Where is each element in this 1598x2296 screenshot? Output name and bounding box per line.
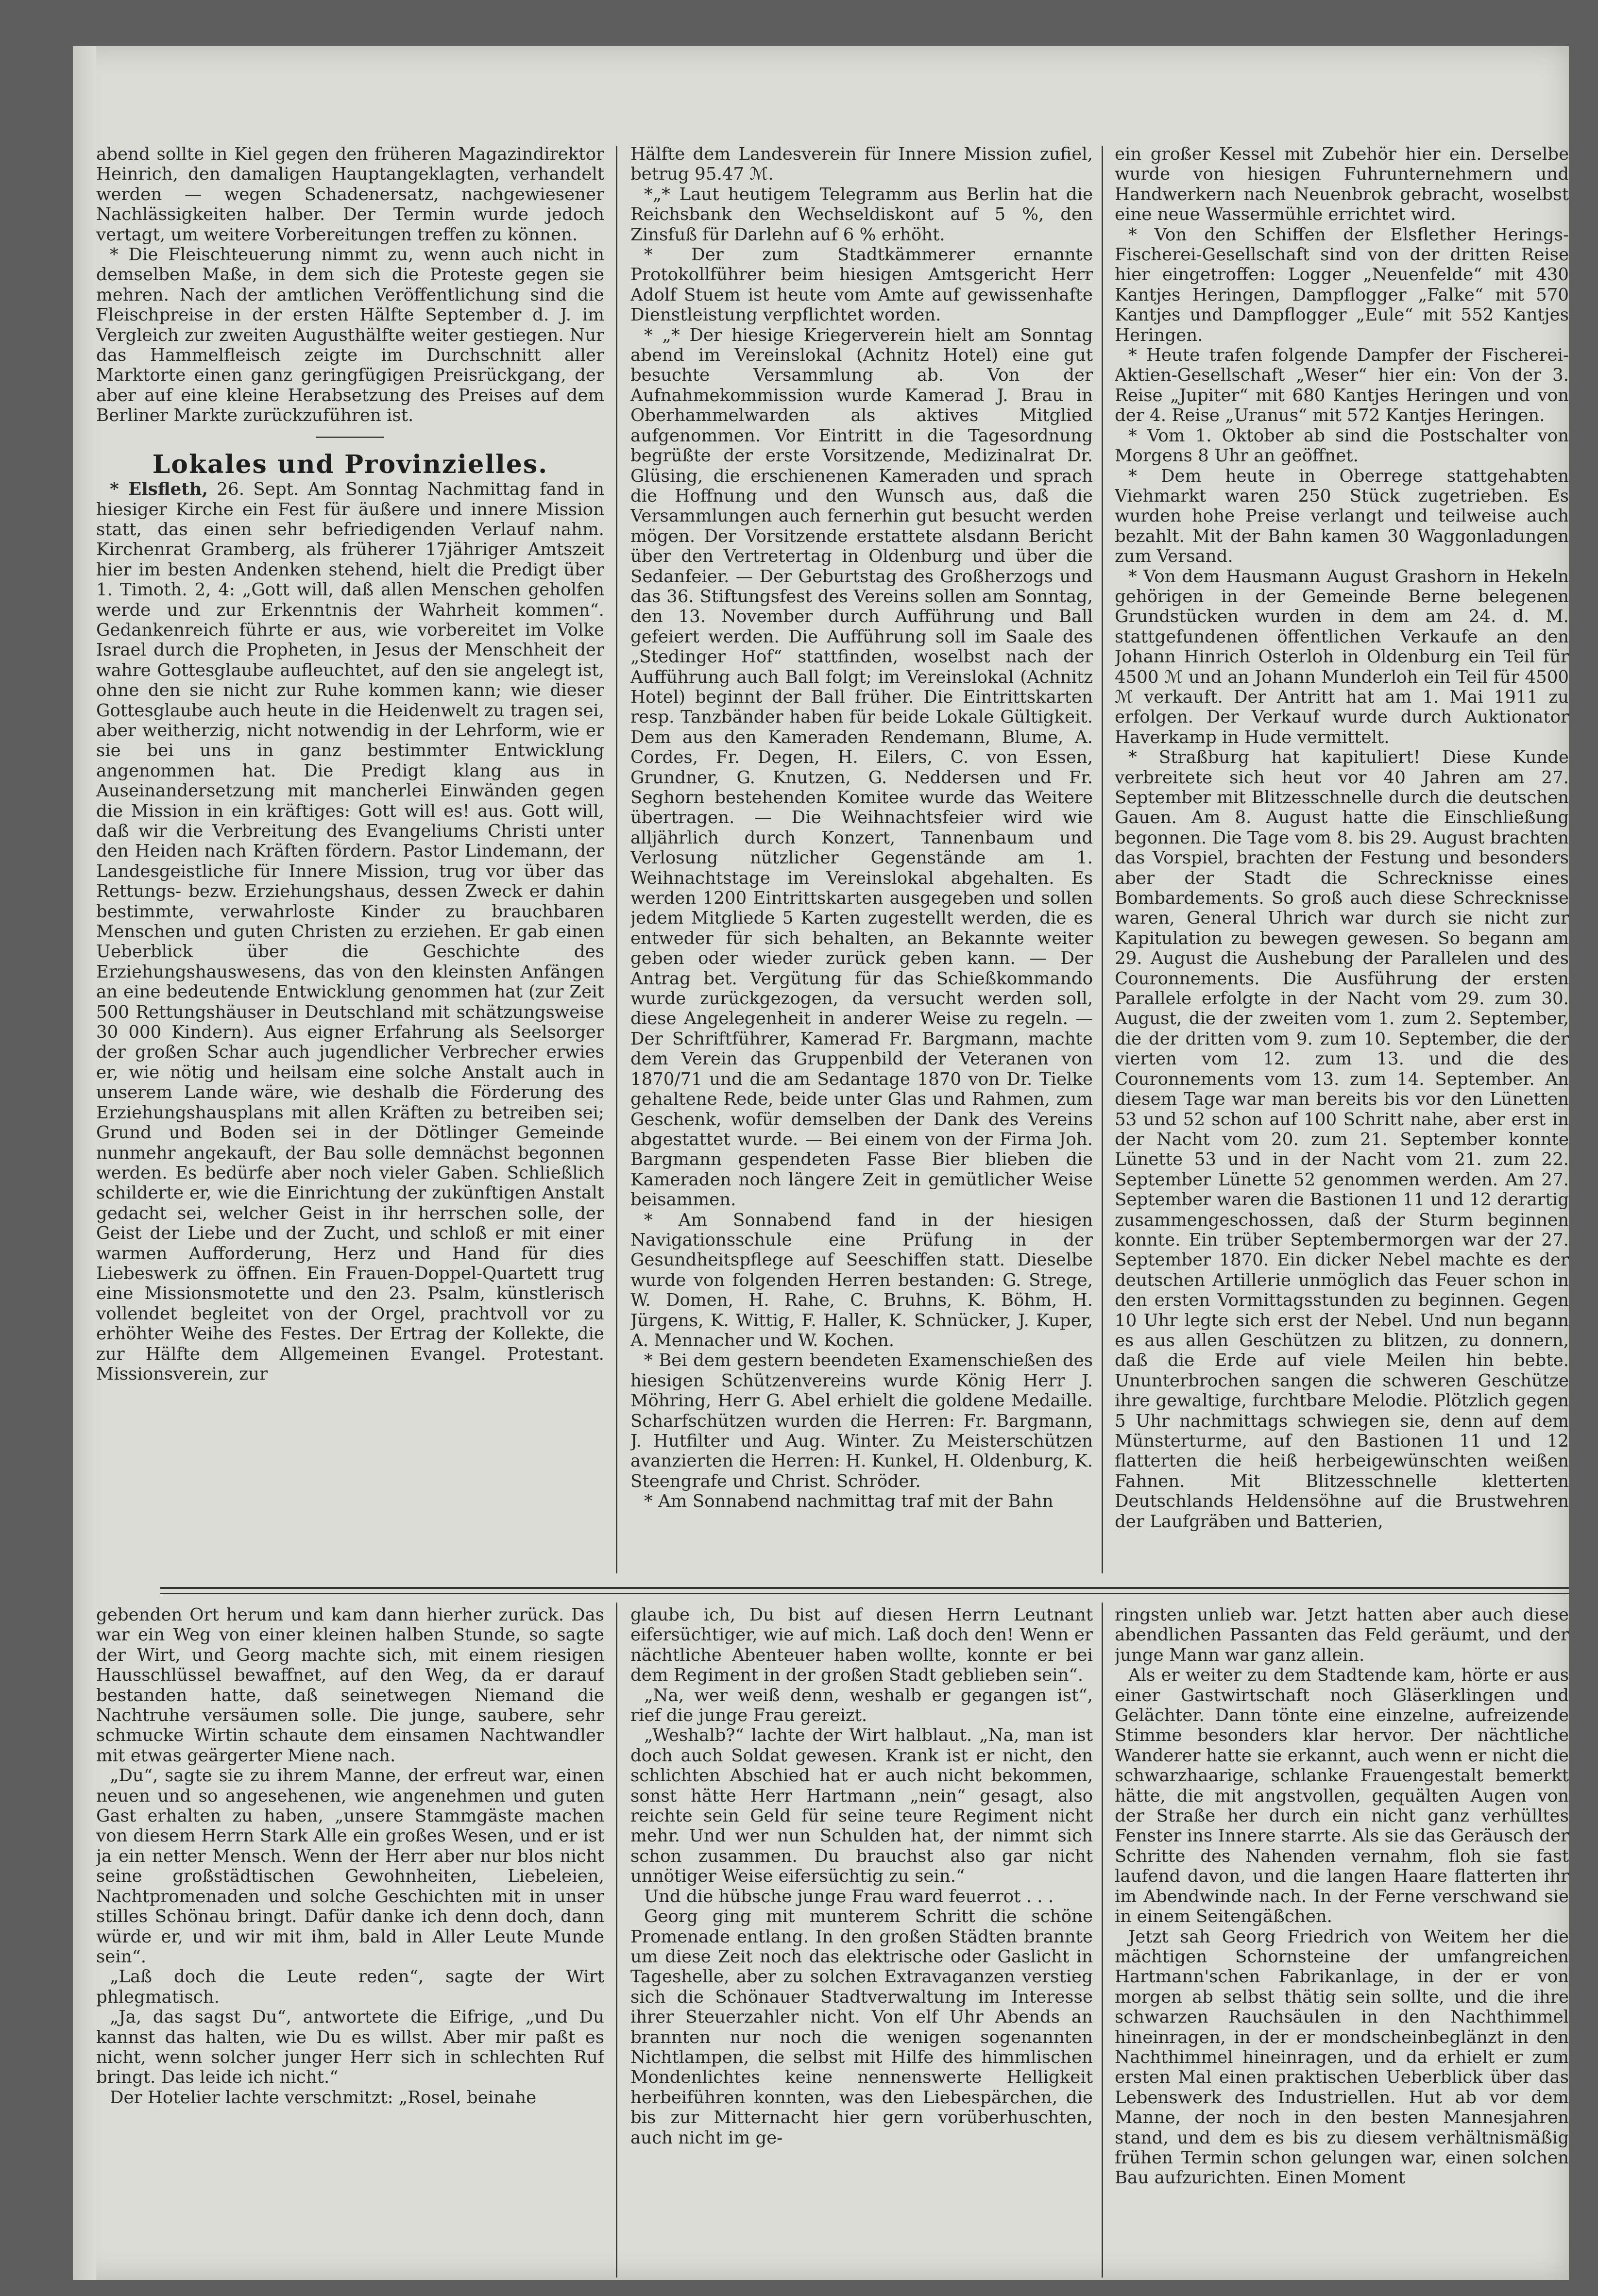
- column-rule-bottom-right: [1102, 1603, 1103, 2278]
- article-post-office: * Vom 1. Oktober ab sind die Postschalter von Morgens 8 Uhr an geöffnet.: [1115, 425, 1569, 466]
- story-paragraph: „Ja, das sagst Du“, antwortete die Eifrige, „und Du kannst das halten, wie Du es willst. Aber mir paßt es nicht, wenn solcher junger Herr sich in schlechten Ruf bringt. Das leide ich nicht.“: [96, 2007, 604, 2088]
- article-mission-festival-text: 26. Sept. Am Sonntag Nachmittag fand in hiesiger Kirche ein Fest für äußere und innere Mission statt, das einen sehr befriedigenden Verlauf nahm. Kirchenrat Gramberg, als früherer 17jähriger Amtszeit hier im besten Andenken stehend, hielt die Predigt über 1. Timoth. 2, 4: „Gott will, daß allen Menschen geholfen werde und zur Erkenntnis der Wahrheit kommen“. Gedankenreich führte er aus, wie vorbereitet im Volke Israel durch die Propheten, in Jesus der Menschheit der wahre Gottesglaube aufleuchtet, auf den sie angelegt ist, ohne den sie nicht zur Ruhe kommen kann; wie dieser Gottesglaube auch heute in die Heidenwelt zu tragen sei, aber weitherzig, nicht notwendig in der Lehrform, wie er sie bei uns in ganz bestimmter Entwicklung angenommen hat. Die Predigt klang aus in Auseinandersetzung mit mancherlei Einwänden gegen die Mission in ein kräftiges: Gott will es! aus. Gott will, daß wir die Verbreitung des Evangeliums Christi unter den Heiden nach Kräften fördern. Pastor Lindemann, der Landesgeistliche für Innere Mission, trug vor über das Rettungs- bezw. Erziehungshaus, dessen Zweck er dahin bestimmte, verwahrloste Kinder zu brauchbaren Menschen und guten Christen zu erziehen. Er gab einen Ueberblick über die Geschichte des Erziehungshauswesens, das von den kleinsten Anfängen an eine bedeutende Entwicklung genommen hat (zur Zeit 500 Rettungshäuser in Deutschland mit schätzungsweise 30 000 Kindern). Aus eigner Erfahrung als Seelsorger der großen Schar auch jugendlicher Verbrecher erwies er, wie nötig und heilsam eine solche Anstalt auch in unserem Lande wäre, wie deshalb die Förderung des Erziehungshausplans mit allen Kräften zu betreiben sei; Grund und Boden sei in der Dötlinger Gemeinde nunmehr angekauft, der Bau solle demnächst begonnen werden. Es bedürfe aber noch vieler Gaben. Schließlich schilderte er, wie die Einrichtung der zukünftigen Anstalt gedacht sei, welcher Geist in ihr herrschen solle, der Geist der Liebe und der Zucht, und schloß er mit einer warmen Aufforderung, Herz und Hand für dies Liebeswerk zu öffnen. Ein Frauen-Doppel-Quartett trug eine Missionsmotette und den 23. Psalm, künstlerisch vollendet begleitet von der Orgel, prachtvoll vor zu erhöhter Weihe des Festes. Der Ertrag der Kollekte, die zur Hälfte dem Allgemeinen Evangel. Protestant. Missionsverein, zur: [96, 479, 604, 1384]
- article-navigation-school: * Am Sonnabend fand in der hiesigen Navigationsschule eine Prüfung in der Gesundheitspflege auf Seeschiffen statt. Dieselbe wurde von folgenden Herren bestanden: G. Strege, W. Domen, H. Rahe, C. Bruhns, K. Böhm, H. Jürgens, K. Wittig, F. Haller, K. Schnücker, J. Kuper, A. Mennacher und W. Kochen.: [630, 1210, 1093, 1351]
- feuilleton-divider-thin: [160, 1593, 1569, 1594]
- article-schuetzenverein: * Bei dem gestern beendeten Examenschießen des hiesigen Schützenvereins wurde König Herr J. Möhring, Herr G. Abel erhielt die goldene Medaille. Scharfschützen wurden die Herren: Fr. Bargmann, J. Hutfilter und Aug. Winter. Zu Meisterschützen avanzierten die Herren: H. Kunkel, H. Oldenburg, K. Steengrafe und Christ. Schröder.: [630, 1351, 1093, 1491]
- story-paragraph: glaube ich, Du bist auf diesen Herrn Leutnant eifersüchtiger, wie auf mich. Laß doch den! Wenn er nächtliche Abenteuer haben wollte, konnte er bei dem Regiment in der großen Stadt geblieben sein“.: [630, 1605, 1093, 1686]
- section-rule: [316, 437, 384, 438]
- story-paragraph: Und die hübsche junge Frau ward feuerrot . . .: [644, 1886, 1054, 1907]
- article-stadtkaemmerer: * Der zum Stadtkämmerer ernannte Protokollführer beim hiesigen Amtsgericht Herr Adolf Stuem ist heute vom Amte auf gewissenhafte Dienstleistung verpflichtet worden.: [630, 245, 1093, 325]
- story-paragraph: „Du“, sagte sie zu ihrem Manne, der erfreut war, einen neuen und so angesehenen, wie angenehmen und guten Gast erhalten zu haben, „unsere Stammgäste machen von diesem Herrn Stark Alle ein großes Wesen, und er ist ja ein netter Mensch. Wenn der Herr aber nur blos nicht seine großstädtischen Gewohnheiten, Liebeleien, Nachtpromenaden und solche Geschichten mit in unser stilles Schönau bringt. Dafür danke ich denn doch, dann würde er, und wir mit ihm, bald in Aller Leute Munde sein“.: [96, 1766, 604, 1967]
- dateline-place: * Elsfleth,: [110, 479, 208, 500]
- story-paragraph: ringsten unlieb war. Jetzt hatten aber auch diese abendlichen Passanten das Feld geräumt, und der junge Mann war ganz allein.: [1115, 1605, 1569, 1665]
- article-kessel: ein großer Kessel mit Zubehör hier ein. Derselbe wurde von hiesigen Fuhrunternehmern und Handwerkern nach Neuenbrok gebracht, woselbst eine neue Wassermühle errichtet wird.: [1115, 144, 1569, 225]
- story-paragraph: „Na, wer weiß denn, weshalb er gegangen ist“, rief die junge Frau gereizt.: [630, 1685, 1093, 1726]
- article-train-arrival: * Am Sonnabend nachmittag traf mit der Bahn: [644, 1491, 1054, 1512]
- feuilleton-divider: [160, 1587, 1569, 1589]
- story-paragraph: „Weshalb?“ lachte der Wirt halblaut. „Na, man ist doch auch Soldat gewesen. Krank ist er nicht, den schlichten Abschied hat er auch nicht bekommen, sonst hätte Herr Hartmann „nein“ gesagt, also reichte sein Geld für seine teure Regiment nicht mehr. Und wer nun Schulden hat, der nimmt sich schon zusammen. Du brauchst also gar nicht unnötiger Weise eifersüchtig zu sein.“: [630, 1725, 1093, 1887]
- column-rule-top-right: [1102, 146, 1103, 1573]
- article-land-sale: * Von dem Hausmann August Grashorn in Hekeln gehörigen in der Gemeinde Berne belegenen Grundstücken wurden in dem am 24. d. M. stattgefundenen öffentlichen Verkaufe an den Johann Hinrich Osterloh in Oldenburg ein Teil für 4500 ℳ und an Johann Munderloh ein Teil für 4500 ℳ verkauft. Der Antritt hat am 1. Mai 1911 zu erfolgen. Der Verkauf wurde durch Auktionator Haverkamp in Hude vermittelt.: [1115, 566, 1569, 747]
- page-spine-shadow: [73, 46, 96, 2280]
- top-column-2: [630, 144, 1093, 1577]
- article-meat-prices: * Die Fleischteuerung nimmt zu, wenn auch nicht in demselben Maße, in dem sich die Proteste gegen sie mehren. Nach der amtlichen Veröffentlichung sind die Fleischpreise in der ersten Hälfte September d. J. im Vergleich zur zweiten Augusthälfte weiter gestiegen. Nur das Hammelfleisch zeigte im Durchschnitt aller Marktorte einen ganz geringfügigen Preisrückgang, der aber auf eine kleine Herabsetzung des Preises auf dem Berliner Markte zurückzuführen ist.: [96, 245, 604, 426]
- story-paragraph: gebenden Ort herum und kam dann hierher zurück. Das war ein Weg von einer kleinen halben Stunde, so sagte der Wirt, und Georg machte sich, mit einem riesigen Hausschlüssel bewaffnet, auf den Weg, da er darauf bestanden hatte, daß seinetwegen Niemand die Nachtruhe versäumen solle. Die junge, saubere, sehr schmucke Wirtin schaute dem einsamen Nachtwandler mit etwas geärgerter Miene nach.: [96, 1605, 604, 1766]
- feuilleton-column-3: [1115, 1605, 1569, 2282]
- top-column-3: [1115, 144, 1569, 1577]
- column-rule-top-left: [616, 146, 617, 1573]
- article-strassburg: * Straßburg hat kapituliert! Diese Kunde verbreitete sich heut vor 40 Jahren am 27. September mit Blitzesschnelle durch die deutschen Gauen. Am 8. August hatte die Einschließung begonnen. Die Tage vom 8. bis 29. August brachten das Vorspiel, brachten der Festung und besonders aber der Stadt die Schrecknisse eines Bombardements. So groß auch diese Schrecknisse waren, General Uhrich war durch sie nicht zur Kapitulation zu bewegen gewesen. So begann am 29. August die Aushebung der Parallelen und des Couronnements. Die Ausführung der ersten Parallele erfolgte in der Nacht vom 29. zum 30. August, die der zweiten vom 1. zum 2. September, die der dritten vom 9. zum 10. September, die der vierten vom 12. zum 13. und die des Couronnements vom 13. zum 14. September. An diesem Tage war man bereits bis vor den Lünetten 53 und 52 schon auf 100 Schritt nahe, aber erst in der Nacht vom 20. zum 21. September konnte Lünette 53 und in der Nacht vom 21. zum 22. September Lünette 52 genommen werden. Am 27. September waren die Bastionen 11 und 12 derartig zusammengeschossen, daß der Sturm beginnen konnte. Ein trüber Septembermorgen war der 27. September 1870. Ein dicker Nebel machte es der deutschen Artillerie unmöglich das Feuer schon in den ersten Vormittagsstunden zu beginnen. Gegen 10 Uhr legte sich erst der Nebel. Und nun begann es aus allen Geschützen zu blitzen, zu donnern, daß die Erde auf viele Meilen hin bebte. Ununterbrochen sangen die schweren Geschütze ihre gewaltige, furchtbare Melodie. Plötzlich gegen 5 Uhr nachmittags schwiegen sie, denn auf dem Münsterturme, auf den Bastionen 11 und 12 flatterten die heiß herbeigewünschten weißen Fahnen. Mit Blitzesschnelle kletterten Deutschlands Heldensöhne auf die Brustwehren der Laufgräben und Batterien,: [1115, 747, 1569, 1532]
- section-heading: Lokales und Provinzielles.: [152, 449, 548, 479]
- article-mission-festival: [96, 479, 604, 1384]
- story-paragraph: Der Hotelier lachte verschmitzt: „Rosel, beinahe: [110, 2087, 537, 2108]
- feuilleton-column-1: [96, 1605, 604, 2282]
- article-cattle-market: * Dem heute in Oberrege stattgehabten Viehmarkt waren 250 Stück zugetrieben. Es wurden hohe Preise verlangt und teilweise auch bezahlt. Mit der Bahn kamen 30 Waggonladungen zum Versand.: [1115, 466, 1569, 567]
- story-paragraph: Jetzt sah Georg Friedrich von Weitem her die mächtigen Schornsteine der umfangreichen Hartmann'schen Fabrikanlage, in der er von morgen ab selbst thätig sein sollte, und die ihre schwarzen Rauchsäulen in den Nachthimmel hineinragen, in der er mondscheinbeglänzt in den Nachthimmel hineinragen, und da erhielt er zum ersten Mal einen praktischen Ueberblick über das Lebenswerk des Industriellen. Hut ab vor dem Manne, der noch in den besten Mannesjahren stand, und dem es bis zu diesem verhältnismäßig frühen Termin schon gelungen war, einen solchen Bau aufzurichten. Einen Moment: [1115, 1926, 1569, 2188]
- story-paragraph: Als er weiter zu dem Stadtende kam, hörte er aus einer Gastwirtschaft noch Gläserklingen und Gelächter. Dann tönte eine einzelne, aufreizende Stimme besonders klar hervor. Der nächtliche Wanderer hatte sie erkannt, auch wenn er nicht die schwarzhaarige, schlanke Frauengestalt bemerkt hätte, die mit angstvollen, gequälten Augen von der Straße her durch ein nicht ganz verhülltes Fenster ins Innere starrte. Als sie das Geräusch der Schritte des Nahenden vernahm, floh sie fast laufend davon, und die langen Haare flatterten ihr im Abendwinde nach. In der Ferne verschwand sie in einem Seitengäßchen.: [1115, 1665, 1569, 1927]
- story-paragraph: „Laß doch die Leute reden“, sagte der Wirt phlegmatisch.: [96, 1967, 604, 2007]
- column-rule-bottom-left: [616, 1603, 617, 2278]
- article-magazine-director: abend sollte in Kiel gegen den früheren Magazindirektor Heinrich, den damaligen Hauptangeklagten, verhandelt werden — wegen Schadenersatz, nachgewiesener Nachlässigkeiten halber. Der Termin wurde jedoch vertagt, um weitere Vorbereitungen treffen zu können.: [96, 144, 604, 245]
- top-column-1: [96, 144, 604, 1577]
- article-herring-fishery: * Von den Schiffen der Elsflether Herings-Fischerei-Gesellschaft sind von der dritten Reise hier eingetroffen: Logger „Neuenfelde“ mit 430 Kantjes Heringen, Dampflogger „Falke“ mit 570 Kantjes und Dampflogger „Eule“ mit 552 Kantjes Heringen.: [1115, 224, 1569, 345]
- article-kriegerverein: * „* Der hiesige Kriegerverein hielt am Sonntag abend im Vereinslokal (Achnitz Hotel) eine gut besuchte Versammlung ab. Von der Aufnahmekommission wurde Kamerad J. Brau in Oberhammelwarden als aktives Mitglied aufgenommen. Vor Eintritt in die Tagesordnung begrüßte der erste Vorsitzende, Medizinalrat Dr. Glüsing, die erschienenen Kameraden und sprach die Hoffnung und den Wunsch aus, daß die Versammlungen auch fernerhin gut besucht werden mögen. Der Vorsitzende erstattete alsdann Bericht über den Vertretertag in Oldenburg und über die Sedanfeier. — Der Geburtstag des Großherzogs und das 36. Stiftungsfest des Vereins sollen am Sonntag, den 13. November durch Aufführung und Ball gefeiert werden. Die Aufführung soll im Saale des „Stedinger Hof“ stattfinden, woselbst nach der Aufführung auch Ball folgt; im Vereinslokal (Achnitz Hotel) beginnt der Ball früher. Die Eintrittskarten resp. Tanzbänder haben für beide Lokale Gültigkeit. Dem aus den Kameraden Rendemann, Blume, A. Cordes, Fr. Degen, H. Eilers, C. von Essen, Grundner, G. Knutzen, G. Neddersen und Fr. Seghorn bestehenden Komitee wurde das Weitere übertragen. — Die Weihnachtsfeier wird wie alljährlich durch Konzert, Tannenbaum und Verlosung nützlicher Gegenstände am 1. Weihnachtstage im Vereinslokal abgehalten. Es werden 1200 Eintrittskarten ausgegeben und sollen jedem Mitgliede 5 Karten zugestellt werden, die es entweder für sich behalten, an Bekannte weiter geben oder wieder zurück geben kann. — Der Antrag bet. Vergütung für das Schießkommando wurde zurückgezogen, da versucht werden soll, diese Angelegenheit in anderer Weise zu regeln. — Der Schriftführer, Kamerad Fr. Bargmann, machte dem Verein das Gruppenbild der Veteranen von 1870/71 und die am Sedantage 1870 von Dr. Tielke gehaltene Rede, beide unter Glas und Rahmen, zum Geschenk, wofür demselben der Dank des Vereins abgestattet wurde. — Bei einem von der Firma Joh. Bargmann gespendeten Fasse Bier blieben die Kameraden noch längere Zeit in gemütlicher Weise beisammen.: [630, 325, 1093, 1210]
- article-weser-steamers: * Heute trafen folgende Dampfer der Fischerei-Aktien-Gesellschaft „Weser“ hier ein: Von der 3. Reise „Jupiter“ mit 680 Kantjes Heringen und von der 4. Reise „Uranus“ mit 572 Kantjes Heringen.: [1115, 345, 1569, 426]
- article-collection-amount: Hälfte dem Landesverein für Innere Mission zufiel, betrug 95.47 ℳ.: [630, 144, 1093, 185]
- feuilleton-column-2: [630, 1605, 1093, 2282]
- article-reichsbank: *„* Laut heutigem Telegramm aus Berlin hat die Reichsbank den Wechseldiskont auf 5 %, den Zinsfuß für Darlehn auf 6 % erhöht.: [630, 184, 1093, 245]
- story-paragraph: Georg ging mit munterem Schritt die schöne Promenade entlang. In den großen Städten brannte um diese Zeit noch das elektrische oder Gaslicht in Tageshelle, aber zu solchen Extravaganzen verstieg sich die Schönauer Stadtverwaltung im Interesse ihrer Steuerzahler nicht. Von elf Uhr Abends an brannten nur noch die wenigen sogenannten Nichtlampen, die selbst mit Hilfe des himmlischen Mondenlichtes keine nennenswerte Helligkeit herbeiführen konnten, was den Liebespärchen, die bis zur Mitternacht hier gern vorüberhuschten, auch nicht im ge-: [630, 1907, 1093, 2148]
